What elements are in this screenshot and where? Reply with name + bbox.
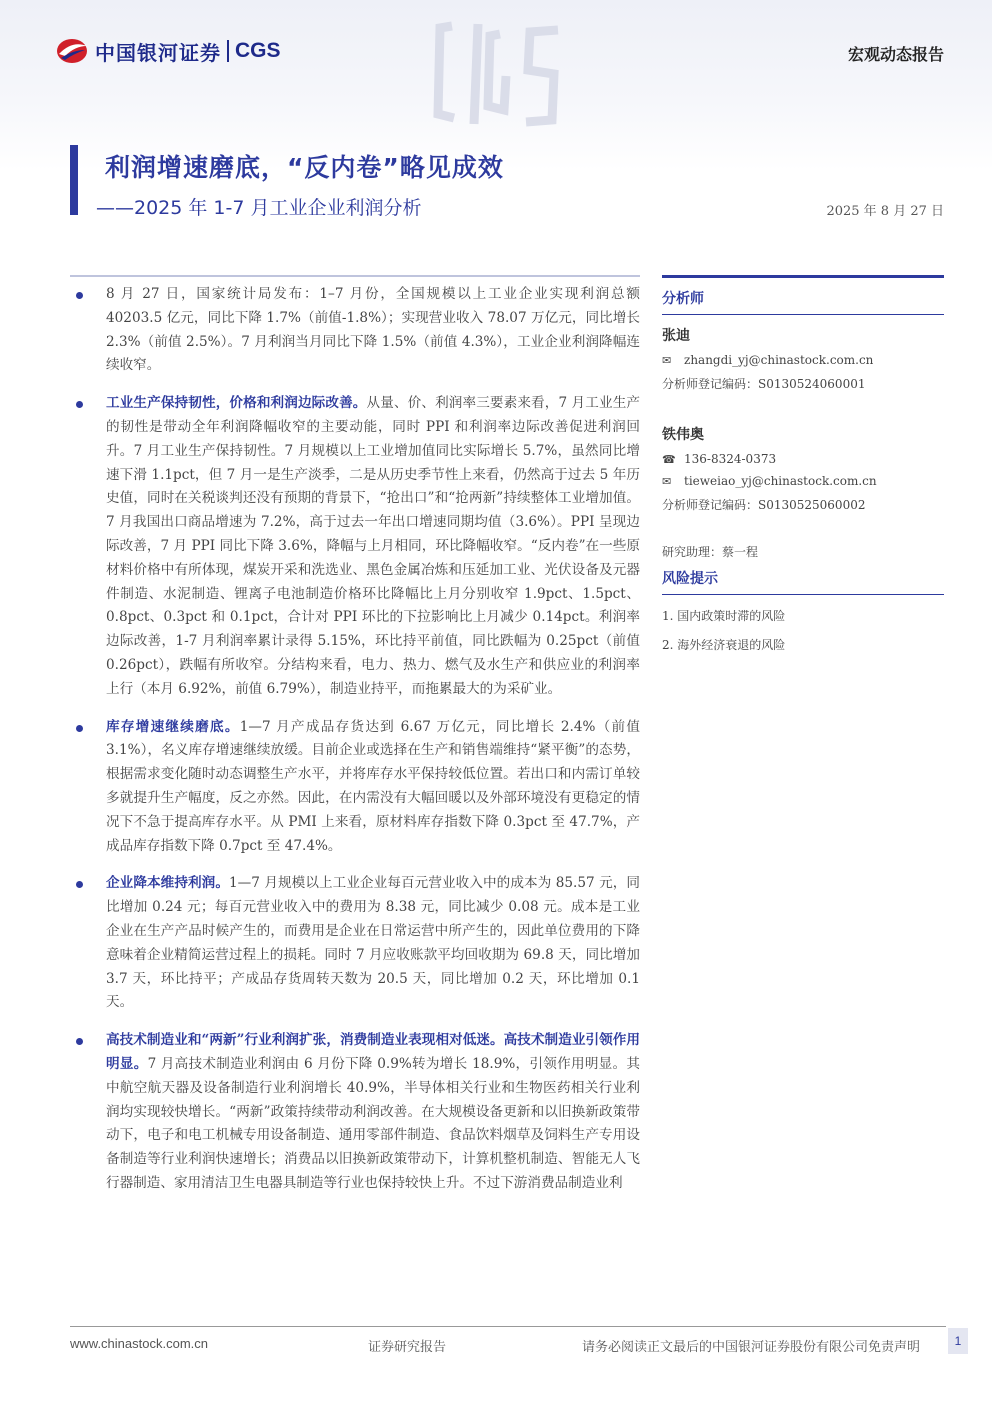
analyst-email[interactable]: zhangdi_yj@chinastock.com.cn <box>684 353 874 367</box>
bullet-dot-icon <box>76 1038 83 1045</box>
report-subtitle: ——2025 年 1-7 月工业企业利润分析 <box>96 197 422 219</box>
galaxy-logo-icon <box>55 36 89 66</box>
cgs-watermark-graphic <box>430 14 580 134</box>
mail-icon: ✉ <box>662 353 672 367</box>
analyst-email-row <box>662 353 944 367</box>
footer-rule <box>70 1326 946 1327</box>
bullet-dot-icon <box>76 292 83 299</box>
title-accent-bar <box>70 145 78 215</box>
phone-icon: ☎ <box>662 452 676 466</box>
analyst-heading: 分析师 <box>662 291 704 307</box>
report-date: 2025 年 8 月 27 日 <box>826 204 944 219</box>
cost-bullet <box>70 872 640 1015</box>
bullet-heading: 工业生产保持韧性，价格和利润边际改善。 <box>106 395 367 412</box>
report-title: 利润增速磨底，“反内卷”略见成效 <box>105 153 504 182</box>
bullet-heading: 高技术制造业和“两新”行业利润扩张，消费制造业表现相对低迷。高技术制造业引领作用明显。 <box>106 1032 640 1072</box>
analyst-registration: 分析师登记编码：S0130524060001 <box>662 377 866 391</box>
sidebar <box>662 275 944 653</box>
risk-item: 1. 国内政策时滞的风险 <box>662 609 786 623</box>
analyst-phone: 136-8324-0373 <box>684 452 777 466</box>
bullet-text: 1—7 月产成品存货达到 6.67 万亿元，同比增长 2.4%（前值 3.1%），名义库存增速继续放缓。目前企业或选择在生产和销售端维持“紧平衡”的态势，根据需求变化随时动态调整生产水平，并将库存水平保持较低位置。若出口和内需订单较多就提升生产幅度，反之亦然。因此，在内需没有大幅回暖以及外部环境没有更稳定的情况下不急于提高库存水平。从 PMI 上来看，原材料库存指数下降 0.3pct 至 47.7%，产成品库存指数下降 0.7pct 至 47.4%。 <box>106 718 640 854</box>
bullet-dot-icon <box>76 401 83 408</box>
footer-report-label: 证券研究报告 <box>368 1340 447 1355</box>
bullet-heading: 库存增速继续磨底。 <box>106 718 240 735</box>
header-banner <box>0 0 992 170</box>
bullet-text: 1—7 月规模以上工业企业每百元营业收入中的成本为 85.57 元，同比增加 0.24 元；每百元营业收入中的费用为 8.38 元，同比减少 0.08 元。成本是工业企业在生产产品时候产生的，而费用是企业在日常运营中所产生的，因此单位费用的下降意味着企业精简运营过程上的损耗。同时 7 月应收账款平均回收期为 69.8 天，同比增加 3.7 天，环比持平；产成品存货周转天数为 20.5 天，同比增加 0.2 天，环比增加 0.1 天。 <box>106 875 640 1011</box>
brand-logo[interactable] <box>55 36 281 66</box>
research-assistant: 研究助理：蔡一程 <box>662 545 759 559</box>
bullet-heading: 企业降本维持利润。 <box>106 875 230 892</box>
bullet-text: 从量、价、利润率三要素来看，7 月工业生产的韧性是带动全年利润降幅收窄的主要动能，同时 PPI 和利润率边际改善促进利润回升。7 月工业生产保持韧性。7 月规模以上工业增加值同比实际增长 5.7%，虽然同比增速下滑 1.1pct，但 7 月一是生产淡季，二是从历史季节性上来看，仍然高于过去 5 年历史值，同时在关税谈判还没有预期的背景下，“抢出口”和“抢两新”持续整体工业增加值。7 月我国出口商品增速为 7.2%，高于过去一年出口增速同期均值（3.6%）。PPI 呈现边际改善，7 月 PPI 同比下降 3.6%，降幅与上月相同，环比降幅收窄。“反内卷”在一些原材料价格中有所体现，煤炭开采和洗选业、黑色金属冶炼和压延加工业、光伏设备及元器件制造、水泥制造、锂离子电池制造价格环比降幅比上月分别收窄 1.9pct、1.5pct、0.8pct、0.3pct 和 0.1pct，合计对 PPI 环比的下拉影响比上月减少 0.14pct。利润率边际改善，1-7 月利润率累计录得 5.15%，环比持平前值，同比跌幅为 0.25pct（前值 0.26pct），跌幅有所收窄。分结构来看，电力、热力、燃气及水生产和供应业的利润率上行（本月 6.92%，前值 6.79%），制造业持平，而拖累最大的为采矿业。 <box>106 395 640 697</box>
summary-bullet <box>70 283 640 378</box>
sidebar-top-rule <box>662 275 944 278</box>
bullet-text: 8 月 27 日，国家统计局发布：1–7 月份，全国规模以上工业企业实现利润总额 40203.5 亿元，同比下降 1.7%（前值-1.8%）；实现营业收入 78.07 万亿元，同比增长 2.3%（前值 2.5%）。7 月利润当月同比下降 1.5%（前值 4.3%），工业企业利润降幅连续收窄。 <box>106 286 640 374</box>
mail-icon: ✉ <box>662 474 672 488</box>
analyst-phone-row <box>662 452 944 466</box>
analyst-email[interactable]: tieweiao_yj@chinastock.com.cn <box>684 474 877 488</box>
analyst-email-row <box>662 474 944 488</box>
bullet-dot-icon <box>76 725 83 732</box>
hightech-bullet <box>70 1029 640 1196</box>
report-type: 宏观动态报告 <box>847 45 944 64</box>
heading-rule <box>662 314 944 315</box>
risk-item: 2. 海外经济衰退的风险 <box>662 638 786 652</box>
footer-website-link[interactable]: www.chinastock.com.cn <box>70 1336 208 1351</box>
main-body <box>70 275 640 1210</box>
production-bullet <box>70 392 640 701</box>
analyst-registration: 分析师登记编码：S0130525060002 <box>662 498 866 512</box>
logo-english-name: CGS <box>235 39 281 62</box>
page-number: 1 <box>948 1328 968 1354</box>
analyst-name: 张迪 <box>662 328 690 344</box>
analyst-name: 铁伟奥 <box>662 427 704 443</box>
inventory-bullet <box>70 716 640 859</box>
bullet-text: 7 月高技术制造业利润由 6 月份下降 0.9%转为增长 18.9%，引领作用明显。其中航空航天器及设备制造行业利润增长 40.9%，半导体相关行业和生物医药相关行业利润均实现较快增长。“两新”政策持续带动利润改善。在大规模设备更新和以旧换新政策带动下，电子和电工机械专用设备制造、通用零部件制造、食品饮料烟草及饲料生产专用设备制造等行业利润快速增长；消费品以旧换新政策带动下，计算机整机制造、智能无人飞行器制造、家用清洁卫生电器具制造等行业也保持较快上升。不过下游消费品制造业利 <box>106 1055 640 1191</box>
footer-disclaimer-note: 请务必阅读正文最后的中国银河证券股份有限公司免责声明 <box>582 1340 921 1355</box>
logo-chinese-name: 中国银河证券 <box>95 40 221 65</box>
logo-divider <box>227 40 229 62</box>
heading-rule <box>662 594 944 595</box>
bullet-dot-icon <box>76 881 83 888</box>
risk-heading: 风险提示 <box>662 571 718 587</box>
